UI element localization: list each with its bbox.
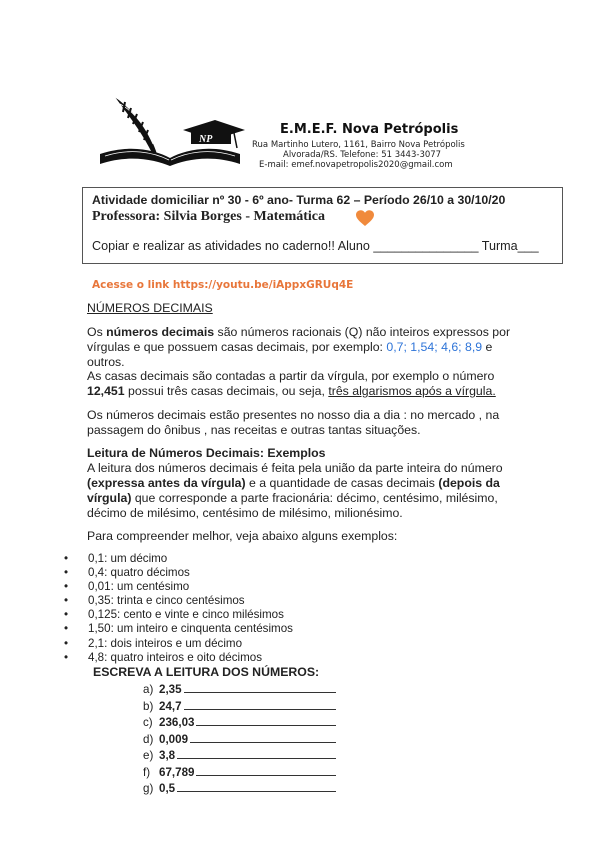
answer-line bbox=[177, 747, 336, 759]
video-link[interactable]: Acesse o link https://youtu.be/iAppxGRUq4E bbox=[92, 279, 354, 291]
reading-title: Leitura de Números Decimais: Exemplos bbox=[87, 446, 326, 460]
example-item bbox=[64, 566, 293, 580]
example-item bbox=[64, 580, 293, 594]
activity-line: Atividade domiciliar nº 30 - 6º ano- Turma 62 – Período 26/10 a 30/10/20 bbox=[92, 193, 506, 207]
task-number: 24,7 bbox=[159, 699, 182, 713]
answer-line bbox=[190, 731, 336, 743]
task-letter: e) bbox=[143, 749, 154, 762]
task-item bbox=[143, 764, 336, 781]
answer-line bbox=[177, 780, 336, 792]
example-item bbox=[64, 594, 293, 608]
example-text: 1,50: um inteiro e cinquenta centésimos bbox=[88, 622, 293, 636]
task-item bbox=[143, 698, 336, 715]
bullet-icon: • bbox=[64, 650, 69, 664]
paragraph-definition: Os números decimais são números racionais (Q) não inteiros expressos por vírgulas e que possuem casas decimais, por exemplo: 0,7; 1,54; 4,6; 8,9 e outros. bbox=[87, 325, 511, 369]
example-item bbox=[64, 651, 293, 665]
example-text: 0,4: quatro décimos bbox=[88, 566, 190, 580]
bullet-icon: • bbox=[64, 608, 69, 622]
example-text: 0,1: um décimo bbox=[88, 552, 168, 565]
decimal-examples: 0,7; 1,54; 4,6; 8,9 bbox=[386, 340, 483, 354]
example-item bbox=[64, 608, 293, 622]
task-item bbox=[143, 731, 336, 748]
paragraph-reading: A leitura dos números decimais é feita pela união da parte inteira do número (expressa antes da vírgula) e a quantidade de casas decimais (depois da vírgula) que corresponde a parte fracionária: décimo, centésimo, milésimo, décimo de milésimo, centésimo de milésimo, milionésimo. bbox=[87, 461, 503, 520]
example-item bbox=[64, 622, 293, 636]
school-email: E-mail: emef.novapetropolis2020@gmail.com bbox=[259, 160, 453, 170]
example-item bbox=[64, 552, 293, 566]
paragraph-daily-life: Os números decimais estão presentes no nosso dia a dia : no mercado , na passagem do ônibus , nas receitas e outras tantas situações. bbox=[87, 408, 500, 437]
example-text: 0,35: trinta e cinco centésimos bbox=[88, 594, 245, 608]
logo-text: NP bbox=[199, 134, 213, 145]
task-number: 0,009 bbox=[159, 732, 189, 746]
examples-list bbox=[64, 552, 293, 665]
task-number: 0,5 bbox=[159, 782, 176, 795]
task-list bbox=[143, 681, 336, 797]
answer-line bbox=[184, 698, 336, 710]
bullet-icon: • bbox=[64, 594, 69, 608]
intro-examples: Para compreender melhor, veja abaixo alguns exemplos: bbox=[87, 529, 398, 543]
bullet-icon: • bbox=[64, 552, 69, 565]
school-name: E.M.E.F. Nova Petrópolis bbox=[280, 122, 459, 137]
task-title: ESCREVA A LEITURA DOS NÚMEROS: bbox=[93, 665, 320, 679]
task-number: 2,35 bbox=[159, 683, 182, 696]
task-item bbox=[143, 681, 336, 698]
task-item bbox=[143, 747, 336, 764]
task-number: 236,03 bbox=[159, 716, 195, 729]
task-number: 67,789 bbox=[159, 765, 195, 779]
school-address: Rua Martinho Lutero, 1161, Bairro Nova Petrópolis bbox=[252, 140, 465, 150]
heart-icon bbox=[356, 210, 374, 227]
bullet-icon: • bbox=[64, 622, 69, 636]
answer-line bbox=[184, 681, 336, 693]
answer-line bbox=[196, 764, 336, 776]
task-letter: g) bbox=[143, 782, 154, 795]
task-letter: a) bbox=[143, 683, 154, 696]
task-item bbox=[143, 714, 336, 731]
bullet-icon: • bbox=[64, 636, 69, 650]
instruction-line: Copiar e realizar as atividades no caderno!! Aluno _______________ Turma___ bbox=[92, 239, 539, 253]
section-title: NÚMEROS DECIMAIS bbox=[87, 301, 213, 315]
example-text: 0,125: cento e vinte e cinco milésimos bbox=[88, 608, 284, 622]
answer-line bbox=[196, 714, 336, 726]
school-logo bbox=[95, 92, 245, 172]
school-city-phone: Alvorada/RS. Telefone: 51 3443-3077 bbox=[283, 150, 442, 160]
task-letter: b) bbox=[143, 699, 154, 713]
example-item bbox=[64, 637, 293, 651]
bullet-icon: • bbox=[64, 580, 69, 594]
paragraph-decimal-places: As casas decimais são contadas a partir da vírgula, por exemplo o número 12,451 possui três casas decimais, ou seja, três algarismos após a vírgula. bbox=[87, 369, 496, 398]
example-text: 2,1: dois inteiros e um décimo bbox=[88, 636, 243, 650]
task-number: 3,8 bbox=[159, 749, 176, 762]
task-letter: f) bbox=[143, 765, 151, 779]
task-letter: d) bbox=[143, 732, 154, 746]
bullet-icon: • bbox=[64, 566, 69, 580]
task-item bbox=[143, 780, 336, 797]
teacher-line: Professora: Silvia Borges - Matemática bbox=[92, 209, 326, 224]
task-letter: c) bbox=[143, 716, 153, 729]
example-text: 4,8: quatro inteiros e oito décimos bbox=[88, 650, 263, 664]
example-text: 0,01: um centésimo bbox=[88, 580, 190, 594]
